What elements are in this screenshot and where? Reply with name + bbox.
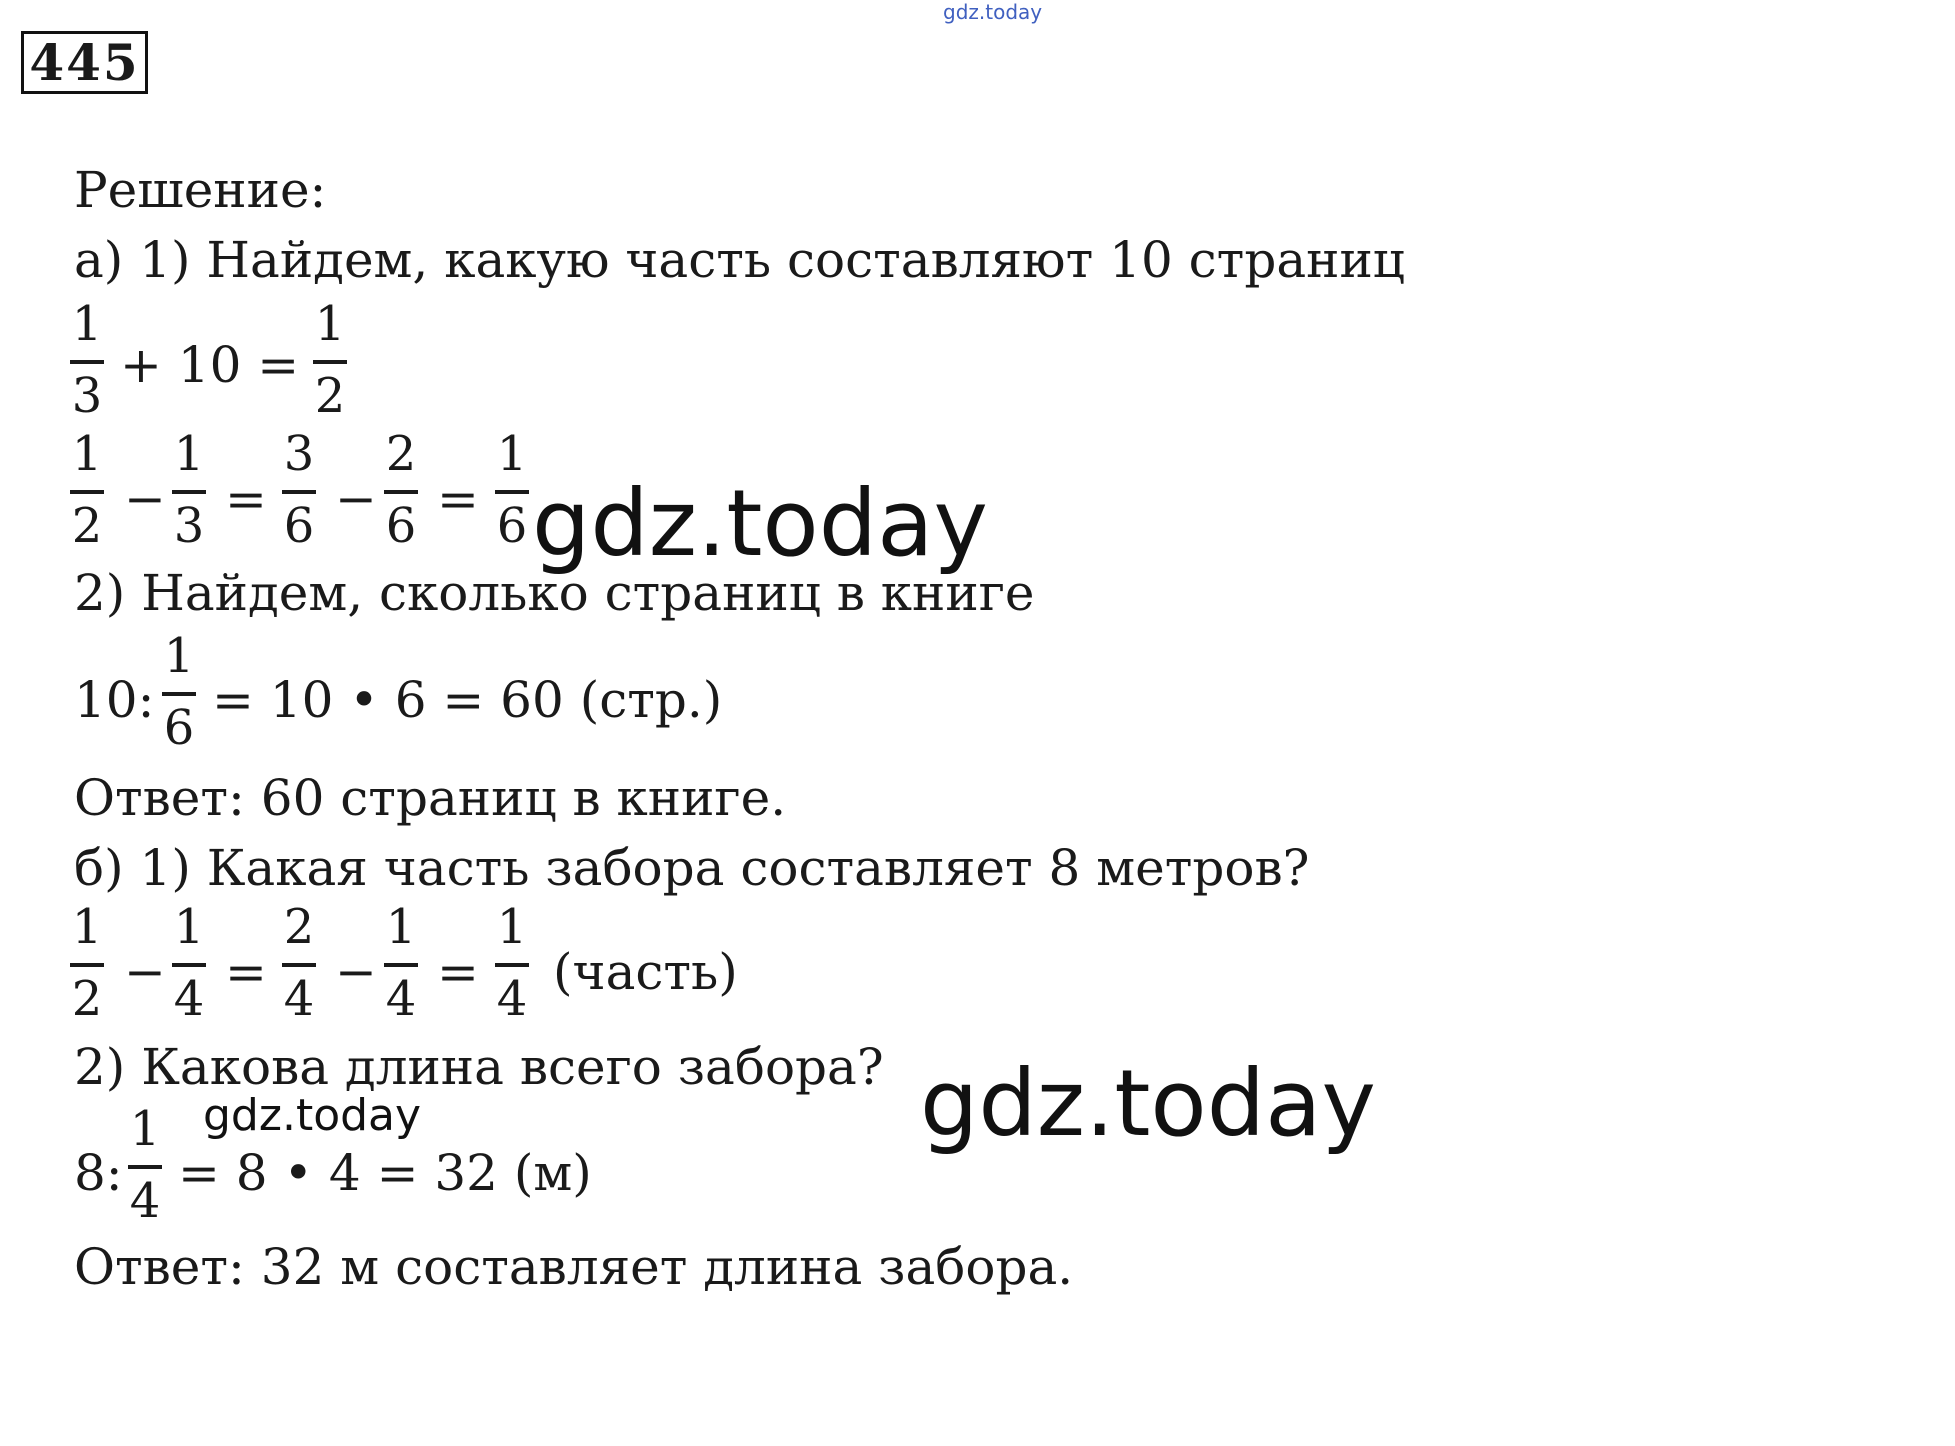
fraction-bar [172, 963, 206, 967]
equals-sign: = [225, 943, 267, 1001]
fraction [282, 899, 316, 1029]
watermark-top: gdz.today [943, 0, 1043, 24]
part-b-step2-text: 2) Какова длина всего забора? [74, 1038, 884, 1096]
denominator: 6 [163, 700, 195, 756]
numerator: 1 [173, 426, 205, 482]
numerator: 1 [129, 1101, 161, 1157]
fraction [172, 899, 206, 1029]
part-b-answer: Ответ: 32 м составляет длина забора. [74, 1238, 1074, 1296]
part-b-step1-text: б) 1) Какая часть забора составляет 8 метров? [74, 839, 1310, 897]
part-a-step1-text: а) 1) Найдем, какую часть составляют 10 страниц [74, 231, 1405, 289]
denominator: 4 [129, 1173, 161, 1229]
denominator: 2 [314, 368, 346, 424]
minus-sign: − [335, 943, 377, 1001]
denominator: 4 [496, 971, 528, 1027]
denominator: 2 [71, 498, 103, 554]
fraction-bar [313, 360, 347, 364]
equation-rest: = 10 • 6 = 60 (стр.) [212, 671, 723, 729]
numerator: 1 [173, 899, 205, 955]
unit-label: (часть) [553, 943, 738, 1001]
equals-sign: = [437, 470, 479, 528]
fraction [495, 899, 529, 1029]
numerator: 1 [385, 899, 417, 955]
denominator: 2 [71, 971, 103, 1027]
watermark: gdz.today [532, 470, 988, 577]
minus-sign: − [124, 943, 166, 1001]
fraction [282, 426, 316, 556]
solution-heading: Решение: [74, 161, 327, 219]
denominator: 6 [283, 498, 315, 554]
minus-sign: − [335, 470, 377, 528]
fraction-bar [128, 1165, 162, 1169]
fraction-bar [282, 963, 316, 967]
numerator: 2 [385, 426, 417, 482]
numerator: 1 [71, 426, 103, 482]
denominator: 3 [173, 498, 205, 554]
fraction [162, 628, 196, 758]
fraction [128, 1101, 162, 1231]
watermark: gdz.today [920, 1050, 1376, 1157]
numerator: 1 [163, 628, 195, 684]
denominator: 4 [385, 971, 417, 1027]
equals-sign: = [225, 470, 267, 528]
task-number-box [21, 31, 148, 94]
denominator: 6 [496, 498, 528, 554]
fraction [495, 426, 529, 556]
numerator: 1 [71, 899, 103, 955]
fraction [70, 899, 104, 1029]
fraction-bar [162, 692, 196, 696]
denominator: 6 [385, 498, 417, 554]
equation-rest: = 8 • 4 = 32 (м) [178, 1144, 592, 1202]
equation-operator: + 10 = [120, 336, 300, 394]
numerator: 1 [496, 426, 528, 482]
numerator: 3 [283, 426, 315, 482]
fraction [384, 426, 418, 556]
minus-sign: − [124, 470, 166, 528]
fraction-bar [70, 360, 104, 364]
fraction [313, 296, 347, 426]
numerator: 1 [71, 296, 103, 352]
watermark: gdz.today [203, 1090, 422, 1141]
fraction-bar [495, 490, 529, 494]
numerator: 2 [283, 899, 315, 955]
division-lead: 10: [74, 671, 155, 729]
task-number: 445 [29, 33, 140, 92]
denominator: 3 [71, 368, 103, 424]
numerator: 1 [314, 296, 346, 352]
denominator: 4 [173, 971, 205, 1027]
part-a-step2-text: 2) Найдем, сколько страниц в книге [74, 564, 1035, 622]
equals-sign: = [437, 943, 479, 1001]
denominator: 4 [283, 971, 315, 1027]
fraction [384, 899, 418, 1029]
numerator: 1 [496, 899, 528, 955]
fraction-bar [384, 963, 418, 967]
fraction-bar [70, 490, 104, 494]
fraction [70, 426, 104, 556]
fraction-bar [172, 490, 206, 494]
fraction [172, 426, 206, 556]
fraction-bar [282, 490, 316, 494]
fraction [70, 296, 104, 426]
fraction-bar [70, 963, 104, 967]
fraction-bar [384, 490, 418, 494]
division-lead: 8: [74, 1144, 123, 1202]
fraction-bar [495, 963, 529, 967]
part-a-answer: Ответ: 60 страниц в книге. [74, 769, 787, 827]
